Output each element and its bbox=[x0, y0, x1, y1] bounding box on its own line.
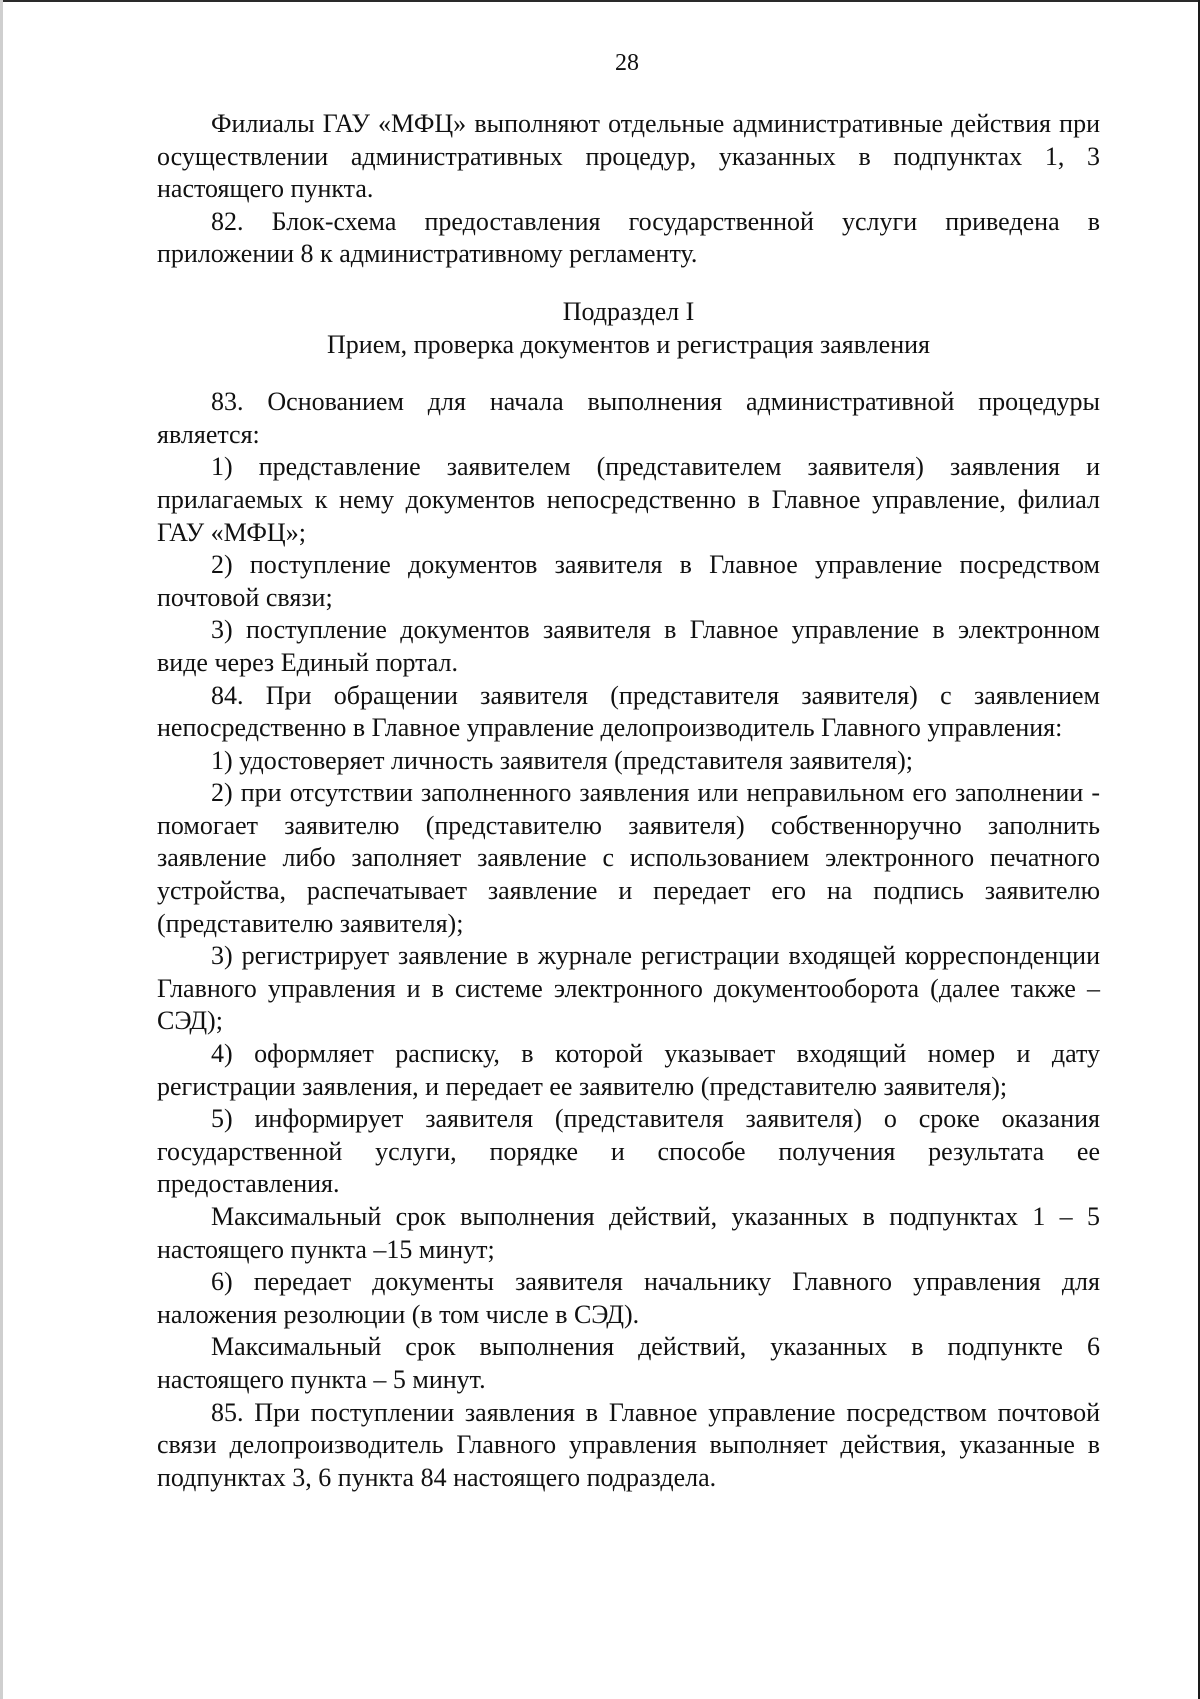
paragraph-84: 84. При обращении заявителя (представителя заявителя) с заявлением непосредственно в Главное управление делопроизводитель Главного управления: bbox=[157, 680, 1100, 743]
paragraph-84-item-1: 1) удостоверяет личность заявителя (представителя заявителя); bbox=[211, 745, 914, 775]
paragraph-84-item-3: 3) регистрирует заявление в журнале регистрации входящей корреспонденции Главного управления и в системе электронного документооборота (далее также – СЭД); bbox=[157, 941, 1100, 1036]
paragraph-84-item-6: 6) передает документы заявителя начальнику Главного управления для наложения резолюции (в том числе в СЭД). bbox=[157, 1267, 1100, 1329]
paragraph-branches: Филиалы ГАУ «МФЦ» выполняют отдельные административные действия при осуществлении административных процедур, указанных в подпунктах 1, 3 настоящего пункта. bbox=[157, 109, 1100, 204]
paragraph-84-deadline-1: Максимальный срок выполнения действий, указанных в подпунктах 1 – 5 настоящего пункта –15 минут; bbox=[157, 1202, 1100, 1264]
document-text bbox=[157, 108, 1100, 1494]
paragraph-83-item-3: 3) поступление документов заявителя в Главное управление в электронном виде через Единый портал. bbox=[157, 615, 1100, 677]
paragraph-83: 83. Основанием для начала выполнения административной процедуры является: bbox=[157, 387, 1100, 449]
paragraph-84-item-2: 2) при отсутствии заполненного заявления или неправильном его заполнении - помогает заявителю (представителю заявителя) собственноручно заполнить заявление либо заполняет заявление с использованием электронного печатного устройства, распечатывает заявление и передает его на подпись заявителю (представителю заявителя); bbox=[157, 778, 1100, 938]
paragraph-84-item-4: 4) оформляет расписку, в которой указывает входящий номер и дату регистрации заявления, и передает ее заявителю (представителю заявителя); bbox=[157, 1039, 1100, 1101]
paragraph-85: 85. При поступлении заявления в Главное управление посредством почтовой связи делопроизводитель Главного управления выполняет действия, указанные в подпунктах 3, 6 пункта 84 настоящего подраздела. bbox=[157, 1397, 1100, 1492]
subsection-subtitle: Прием, проверка документов и регистрация заявления bbox=[327, 329, 930, 359]
paragraph-83-item-2: 2) поступление документов заявителя в Главное управление посредством почтовой связи; bbox=[157, 550, 1100, 612]
paragraph-82: 82. Блок-схема предоставления государственной услуги приведена в приложении 8 к административному регламенту. bbox=[157, 206, 1100, 269]
paragraph-84-deadline-2: Максимальный срок выполнения действий, указанных в подпункте 6 настоящего пункта – 5 минут. bbox=[157, 1332, 1100, 1394]
paragraph-84-item-5: 5) информирует заявителя (представителя заявителя) о сроке оказания государственной услуги, порядке и способе получения результата ее предоставления. bbox=[157, 1104, 1100, 1199]
paragraph-83-item-1: 1) представление заявителем (представителем заявителя) заявления и прилагаемых к нему документов непосредственно в Главное управление, филиал ГАУ «МФЦ»; bbox=[157, 452, 1100, 547]
scan-edge-left bbox=[0, 0, 3, 1699]
subsection-title: Подраздел I bbox=[562, 296, 695, 326]
page-number: 28 bbox=[615, 50, 639, 76]
scan-edge-top bbox=[0, 0, 1200, 2]
